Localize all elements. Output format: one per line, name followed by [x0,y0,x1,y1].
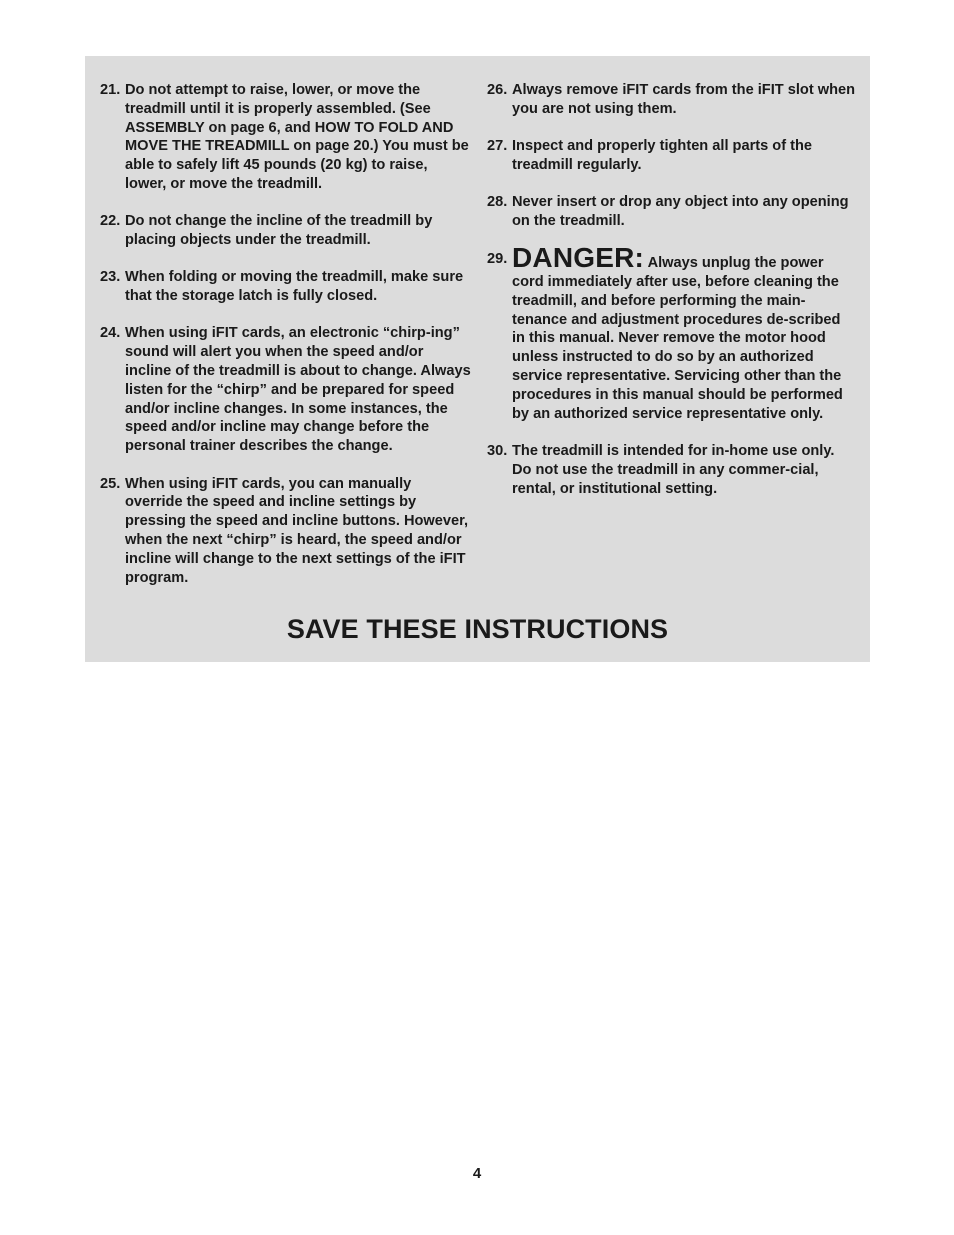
item-number: 30. [487,442,508,459]
item-number: 25. [100,475,121,492]
instruction-item-26 [487,81,857,119]
instruction-item-23 [100,268,472,306]
item-text: Inspect and properly tighten all parts of the treadmill regularly. [512,138,813,173]
item-number: 24. [100,325,121,342]
item-text: The treadmill is intended for in-home use only. Do not use the treadmill in any commer-cial, rental, or institutional setting. [512,442,835,497]
item-number: 28. [487,194,508,211]
instruction-item-25 [100,475,472,588]
item-number: 23. [100,269,121,286]
safety-instructions-panel [85,56,870,662]
item-text: When using iFIT cards, an electronic “chirp-ing” sound will alert you when the speed and/or incline of the treadmill is about to change. Always listen for the “chirp” and be prepared for speed and/or incline changes. In some instances, the speed and/or incline may change before the personal trainer describes the change. [125,325,471,455]
item-text: Never insert or drop any object into any opening on the treadmill. [512,194,849,229]
save-instructions-heading: SAVE THESE INSTRUCTIONS [286,614,669,644]
danger-label: DANGER: [512,242,645,274]
right-column [487,81,857,517]
page-number: 4 [472,1165,482,1182]
item-text: Do not attempt to raise, lower, or move the treadmill until it is properly assembled. (See ASSEMBLY on page 6, and HOW TO FOLD AND MOVE THE TREADMILL on page 20.) You must be able to safely lift 45 pounds (20 kg) to raise, lower, or move the treadmill. [125,82,469,192]
item-text: When using iFIT cards, you can manually override the speed and incline settings by pressing the speed and incline buttons. However, when the next “chirp” is heard, the speed and/or incline will change to the next settings of the iFIT program. [125,475,469,586]
item-text: Do not change the incline of the treadmill by placing objects under the treadmill. [125,213,433,249]
item-text: Always remove iFIT cards from the iFIT slot when you are not using them. [512,82,856,117]
item-text: When folding or moving the treadmill, make sure that the storage latch is fully closed. [125,269,464,305]
instruction-item-24 [100,324,472,456]
item-number: 27. [487,138,508,155]
item-number: 22. [100,213,121,230]
instruction-item-22 [100,212,472,250]
item-number: 29. [487,251,508,268]
instruction-item-21 [100,81,472,194]
instruction-item-30 [487,442,857,498]
item-number: 21. [100,82,121,98]
left-column [100,81,472,606]
item-number: 26. [487,82,508,98]
instruction-item-29-danger [487,242,857,423]
instruction-item-28 [487,193,857,231]
instruction-item-27 [487,137,857,175]
item-text: Always unplug the power cord immediately after use, before cleaning the treadmill, and before performing the main-tenance and adjustment procedures de-scribed in this manual. Never remove the motor hood unless instructed to do so by an authorized service representative. Servicing other than the procedures in this manual should be performed by an authorized service representative only. [512,255,843,422]
